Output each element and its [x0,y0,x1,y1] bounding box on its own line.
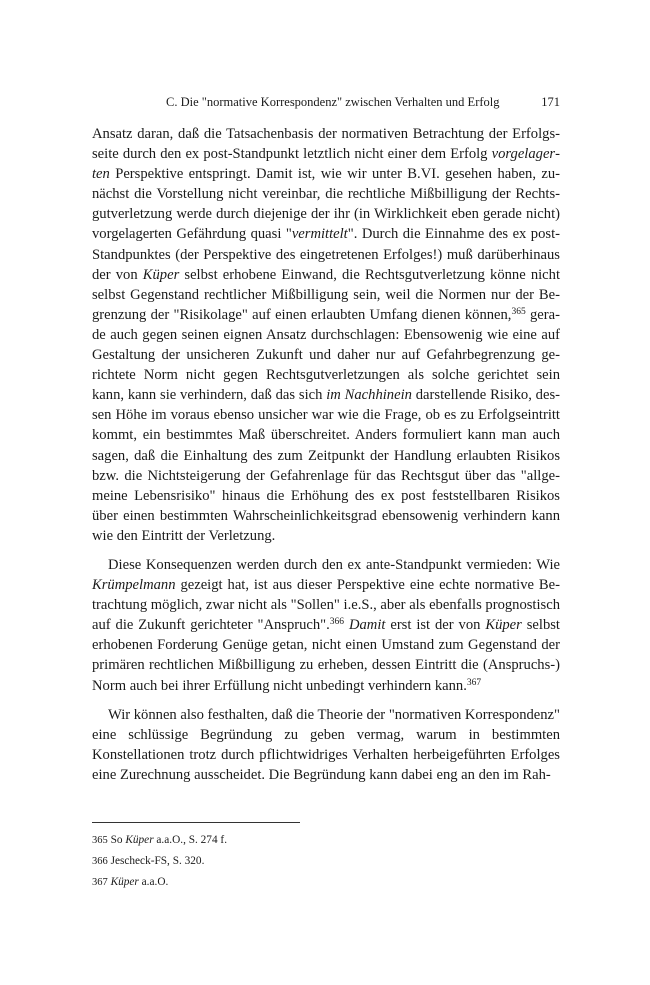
text-run: a.a.O. [138,876,169,888]
text-run: darstellende Risiko, dessen Höhe im voraus ebenso unsicher war wie die Frage, ob es zu Erfolgseintritt kommt, ein bestimmtes Maß überschreitet. Anders formuliert kann man auch sagen, daß die Einhaltung des zum Zeitpunkt der Handlung erlaubten Risikos bzw. die Nichtsteigerung der Gefahrenlage für das Rechtsgut über das "allgemeine Lebensrisiko" hinaus die Erhöhung des ex post feststellbaren Risikos über einen bestimmten Wahrscheinlichkeitsgrad ebensowenig verhindern kann wie den Eintritt der Verletzung. [92,387,560,544]
text-run: ". Durch die Einnahme des ex post-Standpunktes (der Perspektive des eingetretenen Erfolges!) muß darüberhinaus der von [92,226,560,283]
text-run: Jescheck-FS, S. 320. [107,855,205,867]
paragraph [92,555,560,696]
running-head [92,95,560,115]
text-run: gezeigt hat, ist aus dieser Perspektive eine echte normative Betrachtung möglich, zwar nicht als "Sollen" i.e.S., aber als ebenfalls prognostisch auf die Zukunft gerichteter "Anspruch". [92,577,560,634]
text-run: Diese Konsequenzen werden durch den ex ante-Standpunkt vermieden: Wie [108,556,560,573]
footnote-number: 367 [92,877,108,888]
text-run: erst ist der von [385,617,486,634]
footnote-number: 365 [92,835,108,846]
text-run: a.a.O., S. 274 f. [153,834,228,846]
text-run: selbst erhobenen Forderung Genüge getan, nicht einen Umstand zum Gegenstand der primären rechtlichen Mißbilligung zu erheben, dessen Eintritt die (Anspruchs-) Norm auch bei ihrer Erfüllung nicht unbedingt verhindern kann. [92,617,560,694]
footnote-ref: 366 [329,617,345,628]
footnote-item [92,872,560,893]
emphasis-text: Küper [485,617,522,634]
emphasis-text: Küper [125,834,154,846]
footnote-divider [92,822,300,823]
text-run: selbst erhobene Einwand, die Rechtsgutverletzung könne nicht selbst Gegenstand rechtlicher Mißbilligung sein, weil die Normen nur der Begrenzung der "Risikolage" auf einen erlaubten Umfang dienen können, [92,266,560,323]
text-run: So [107,834,126,846]
text-run: gerade auch gegen seinen eignen Ansatz durchschlagen: Ebensowenig wie eine auf Gestaltung der unsicheren Zukunft und daher nur auf Gefahrbegrenzung gerichtete Norm nicht gegen Rechtsgutverletzungen als solche gerichtet sein kann, kann sie verhindern, daß das sich [92,306,560,404]
paragraph [92,705,560,785]
footnote-ref: 367 [466,677,482,688]
emphasis-text: im Nachhinein [326,387,412,404]
emphasis-text: vermittelt [291,226,348,243]
emphasis-text: vorgelagerten [92,146,560,183]
footnote-number: 366 [92,856,108,867]
emphasis-text: Krümpelmann [92,577,176,594]
text-run: Wir können also festhalten, daß die Theorie der "normativen Korrespondenz" eine schlüssige Begründung zu geben vermag, warum in bestimmten Konstellationen trotz durch pflichtwidriges Verhalten herbeigeführten Erfolges eine Zurechnung ausscheidet. Die Begründung kann dabei eng an den im Rah- [92,706,560,783]
emphasis-text: Damit [348,617,386,634]
footnote-item [92,830,560,851]
text-run: Perspektive entspringt. Damit ist, wie wir unter B.VI. gesehen haben, zunächst die Vorstellung nicht vereinbar, die rechtliche Mißbilligung der Rechtsgutverletzung werde durch diejenige der ihr (in Wirklichkeit eben gerade nicht) vorgelagerten Gefährdung quasi " [92,166,560,243]
footnote-item [92,851,560,872]
emphasis-text: Küper [142,266,180,283]
running-title: C. Die "normative Korrespondenz" zwischen Verhalten und Erfolg [166,95,500,109]
footnote-ref: 365 [511,306,526,317]
body-text [92,124,560,794]
paragraph [92,124,560,546]
text-run: Ansatz daran, daß die Tatsachenbasis der normativen Betrachtung der Erfolgsseite durch den ex post-Standpunkt letztlich nicht einer dem Erfolg [92,126,560,163]
page-number: 171 [541,95,560,109]
footnotes [92,830,560,893]
emphasis-text: Küper [110,876,139,888]
